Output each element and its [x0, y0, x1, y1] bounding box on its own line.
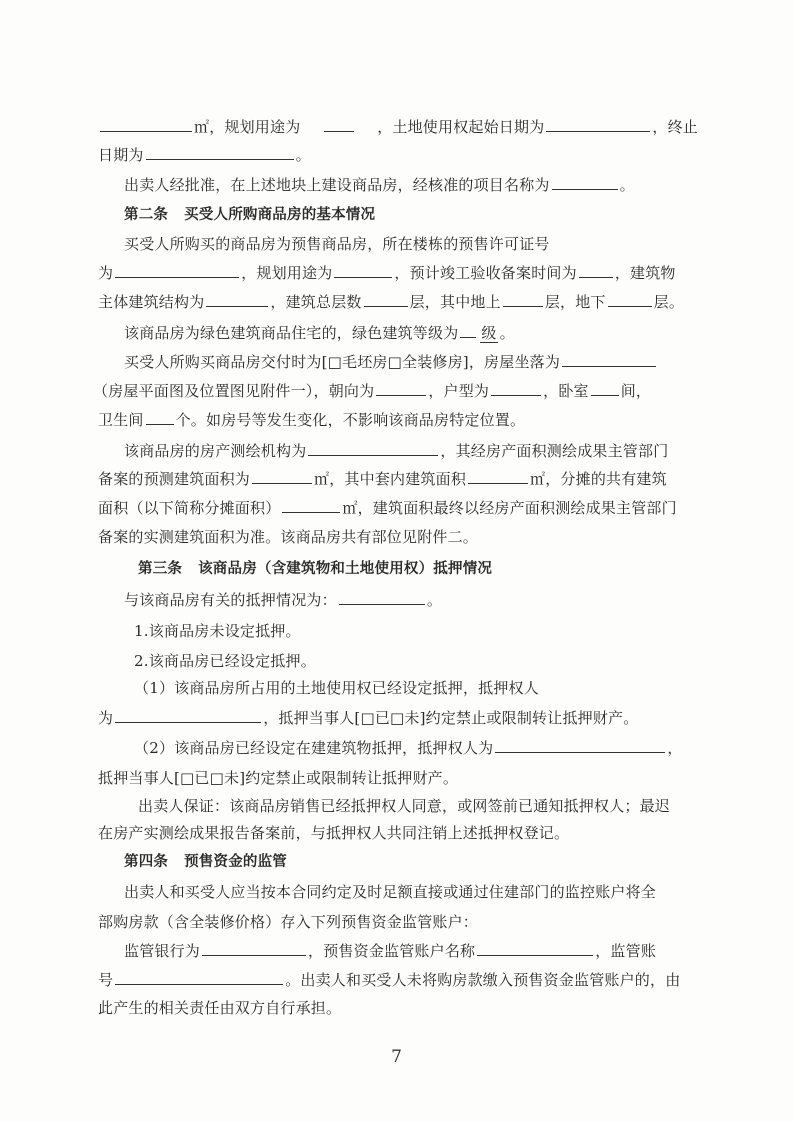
blank-field[interactable]	[202, 940, 306, 956]
text-line: 在房产实测绘成果报告备案前，与抵押权人共同注销上述抵押权登记。	[98, 824, 570, 842]
text-line: （房屋平面图及位置图见附件一），朝向为 ，户型为 ，卧室 间，	[93, 382, 652, 400]
blank-field[interactable]	[468, 468, 528, 484]
blank-field[interactable]	[503, 291, 543, 307]
text-line: 面积（以下简称分摊面积） ㎡，建筑面积最终以经房产面积测绘成果主管部门	[98, 499, 677, 517]
blank-field[interactable]	[376, 380, 426, 396]
text-line: 主体建筑结构为 ，建筑总层数 层，其中地上 层，地下 层。	[98, 293, 685, 311]
blank-field[interactable]	[562, 351, 656, 367]
text-line: 部购房款（含全装修价格）存入下列预售资金监管账户：	[98, 913, 479, 931]
blank-field[interactable]	[206, 291, 268, 307]
blank-field[interactable]	[608, 291, 652, 307]
text-line: 该商品房的房产测绘机构为 ，其经房产面积测绘成果主管部门	[124, 442, 669, 460]
blank-field[interactable]	[460, 322, 476, 338]
blank-field[interactable]	[546, 116, 650, 132]
blank-field[interactable]	[364, 291, 408, 307]
blank-field[interactable]	[552, 174, 618, 190]
text-line: 与该商品房有关的抵押情况为： 。	[124, 591, 443, 609]
blank-field[interactable]	[495, 737, 665, 753]
text-line: 为 ，抵押当事人[□已□未]约定禁止或限制转让抵押财产。	[98, 709, 639, 727]
blank-field[interactable]	[115, 969, 283, 985]
text-line: 备案的实测建筑面积为准。该商品房共有部位见附件二。	[98, 528, 479, 546]
blank-field[interactable]	[115, 262, 239, 278]
text-line: 出卖人保证：该商品房销售已经抵押权人同意，或网签前已通知抵押权人；最迟	[138, 797, 671, 815]
text-line: 此产生的相关责任由双方自行承担。	[98, 999, 342, 1017]
blank-field[interactable]	[334, 262, 392, 278]
text-line: 为 ，规划用途为 ，预计竣工验收备案时间为 ，建筑物	[98, 264, 676, 282]
text-line: 1.该商品房未设定抵押。	[134, 622, 301, 640]
blank-field[interactable]	[115, 707, 261, 723]
page-number: 7	[391, 1047, 402, 1067]
text-line: （2）该商品房已经设定在建建筑物抵押，抵押权人为 ，	[134, 739, 683, 757]
blank-field[interactable]	[146, 409, 174, 425]
text-line: （1）该商品房所占用的土地使用权已经设定抵押，抵押权人	[134, 679, 539, 697]
blank-field[interactable]	[339, 589, 425, 605]
blank-field[interactable]	[491, 380, 541, 396]
text-line: 备案的预测建筑面积为 ㎡，其中套内建筑面积 ㎡，分摊的共有建筑	[98, 470, 667, 488]
text-line: 号 。出卖人和买受人未将购房款缴入预售资金监管账户的，由	[98, 971, 681, 989]
section-heading: 第二条 买受人所购商品房的基本情况	[124, 207, 376, 223]
text-line: ㎡，规划用途为 ，土地使用权起始日期为 ，终止	[98, 116, 698, 138]
text-line: 卫生间 个。如房号等发生变化，不影响该商品房特定位置。	[98, 411, 526, 429]
section-heading: 第四条 预售资金的监管	[124, 854, 288, 870]
text-line: 抵押当事人[□已□未]约定禁止或限制转让抵押财产。	[98, 769, 459, 787]
blank-field[interactable]	[282, 497, 340, 513]
filled-field: 级	[481, 324, 497, 342]
text-line: 该商品房为绿色建筑商品住宅的，绿色建筑等级为 级 。	[124, 324, 515, 342]
blank-field[interactable]	[477, 940, 593, 956]
text-line: 日期为 。	[98, 146, 311, 164]
text-line: 出卖人和买受人应当按本合同约定及时足额直接或通过住建部门的监控账户将全	[124, 883, 657, 901]
blank-field[interactable]	[579, 262, 613, 278]
text-line: 买受人所购买商品房交付时为[□毛坯房□全装修房]，房屋坐落为	[124, 351, 698, 373]
blank-field[interactable]	[146, 144, 294, 160]
blank-field[interactable]	[308, 440, 438, 456]
text-line: 买受人所购买的商品房为预售商品房，所在楼栋的预售许可证号	[124, 235, 550, 253]
blank-field[interactable]	[591, 380, 619, 396]
text-line: 2.该商品房已经设定抵押。	[134, 652, 316, 670]
text-line: 出卖人经批准，在上述地块上建设商品房，经核准的项目名称为 。	[124, 176, 635, 194]
blank-field[interactable]	[100, 116, 192, 132]
blank-field[interactable]	[324, 116, 354, 132]
section-heading: 第三条 该商品房（含建筑物和土地使用权）抵押情况	[138, 561, 493, 577]
blank-field[interactable]	[252, 468, 312, 484]
text-line: 监管银行为 ，预售资金监管账户名称 ，监管账	[124, 942, 657, 960]
